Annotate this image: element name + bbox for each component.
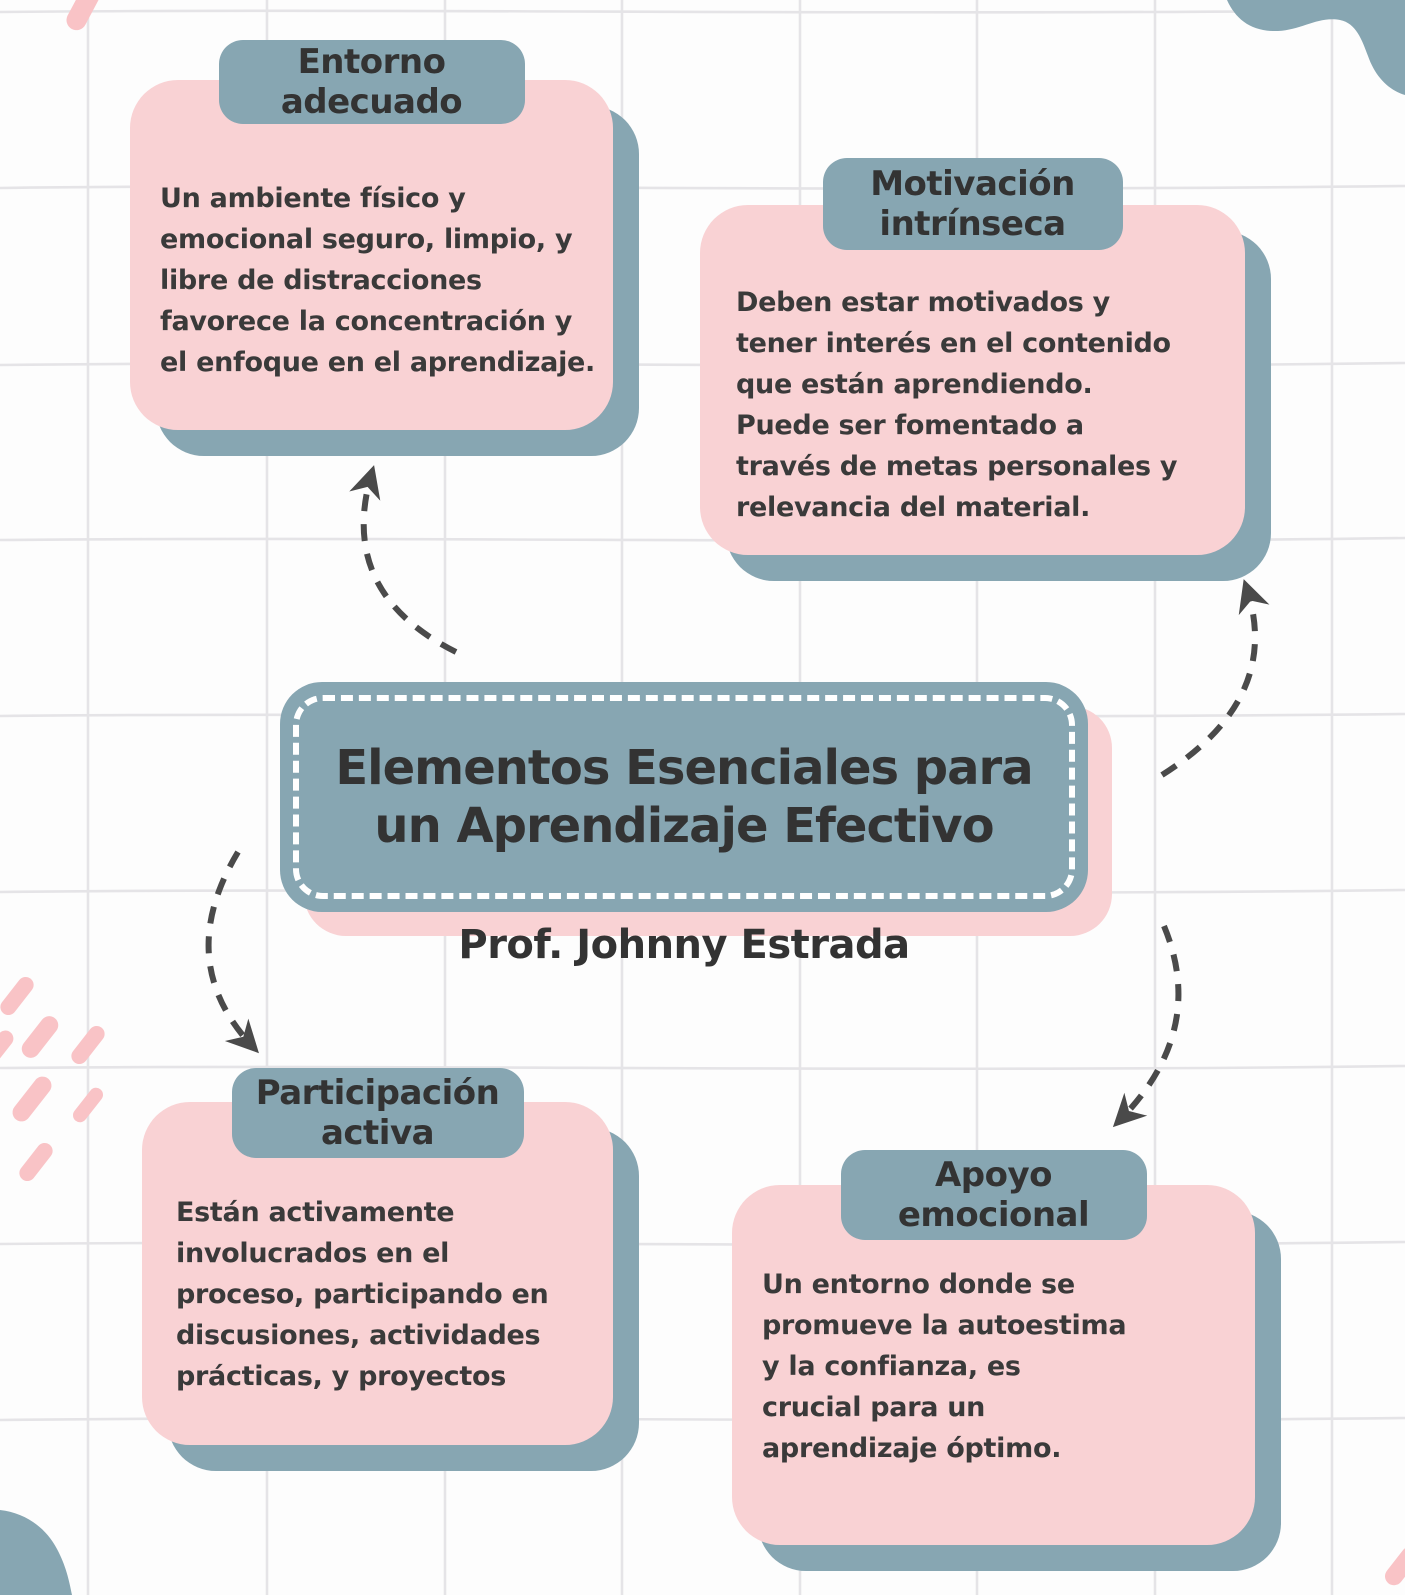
- node-title-line: Participación: [255, 1073, 500, 1113]
- node-title-line: activa: [320, 1113, 435, 1153]
- body-line: promueve la autoestima: [762, 1310, 1127, 1341]
- node-apoyo-emocional: [732, 1150, 1255, 1547]
- center-node: [280, 682, 1088, 912]
- teal-blob-bottom-left: [0, 1510, 72, 1595]
- node-body: [762, 1264, 1126, 1469]
- body-line: aprendizaje óptimo.: [762, 1433, 1062, 1464]
- body-line: Un entorno donde se: [762, 1269, 1075, 1300]
- node-title-line: intrínseca: [879, 204, 1066, 244]
- node-title: [823, 158, 1123, 250]
- node-title: [841, 1150, 1147, 1240]
- body-line: relevancia del material.: [736, 492, 1091, 523]
- arrow-to-entorno: [364, 472, 456, 652]
- body-line: Puede ser fomentado a: [736, 410, 1084, 441]
- body-line: prácticas, y proyectos: [176, 1361, 507, 1392]
- author-name: Prof. Johnny Estrada: [458, 922, 910, 968]
- body-line: crucial para un: [762, 1392, 986, 1423]
- node-participacion-activa: [142, 1068, 613, 1448]
- arrow-to-motivacion: [1162, 586, 1255, 775]
- body-line: través de metas personales y: [736, 451, 1178, 482]
- node-body: [160, 178, 595, 383]
- main-title-line: Elementos Esenciales para: [335, 740, 1033, 796]
- body-line: emocional seguro, limpio, y: [160, 224, 573, 255]
- node-entorno-adecuado: [130, 40, 613, 432]
- main-title-line: un Aprendizaje Efectivo: [374, 798, 994, 854]
- body-line: favorece la concentración y: [160, 306, 573, 337]
- node-title-line: Apoyo: [934, 1155, 1053, 1195]
- node-motivacion-intrinseca: [700, 158, 1245, 558]
- node-body: [176, 1192, 548, 1397]
- body-line: el enfoque en el aprendizaje.: [160, 347, 595, 378]
- body-line: tener interés en el contenido: [736, 328, 1171, 359]
- arrow-to-apoyo: [1118, 926, 1178, 1122]
- node-title: [219, 40, 525, 124]
- body-line: Están activamente: [176, 1197, 455, 1228]
- body-line: proceso, participando en: [176, 1279, 549, 1310]
- body-line: y la confianza, es: [762, 1351, 1021, 1382]
- arrow-to-participacion: [209, 852, 254, 1048]
- node-title-line: Entorno: [297, 42, 446, 82]
- node-title-line: Motivación: [870, 164, 1075, 204]
- node-title: [232, 1068, 524, 1158]
- body-line: Un ambiente físico y: [160, 183, 466, 214]
- body-line: Deben estar motivados y: [736, 287, 1110, 318]
- body-line: involucrados en el: [176, 1238, 450, 1269]
- node-body: [736, 282, 1177, 528]
- teal-blob-top-right: [1227, 0, 1405, 95]
- node-title-line: emocional: [897, 1195, 1090, 1235]
- body-line: discusiones, actividades: [176, 1320, 541, 1351]
- node-title-line: adecuado: [280, 82, 463, 122]
- body-line: que están aprendiendo.: [736, 369, 1093, 400]
- body-line: libre de distracciones: [160, 265, 482, 296]
